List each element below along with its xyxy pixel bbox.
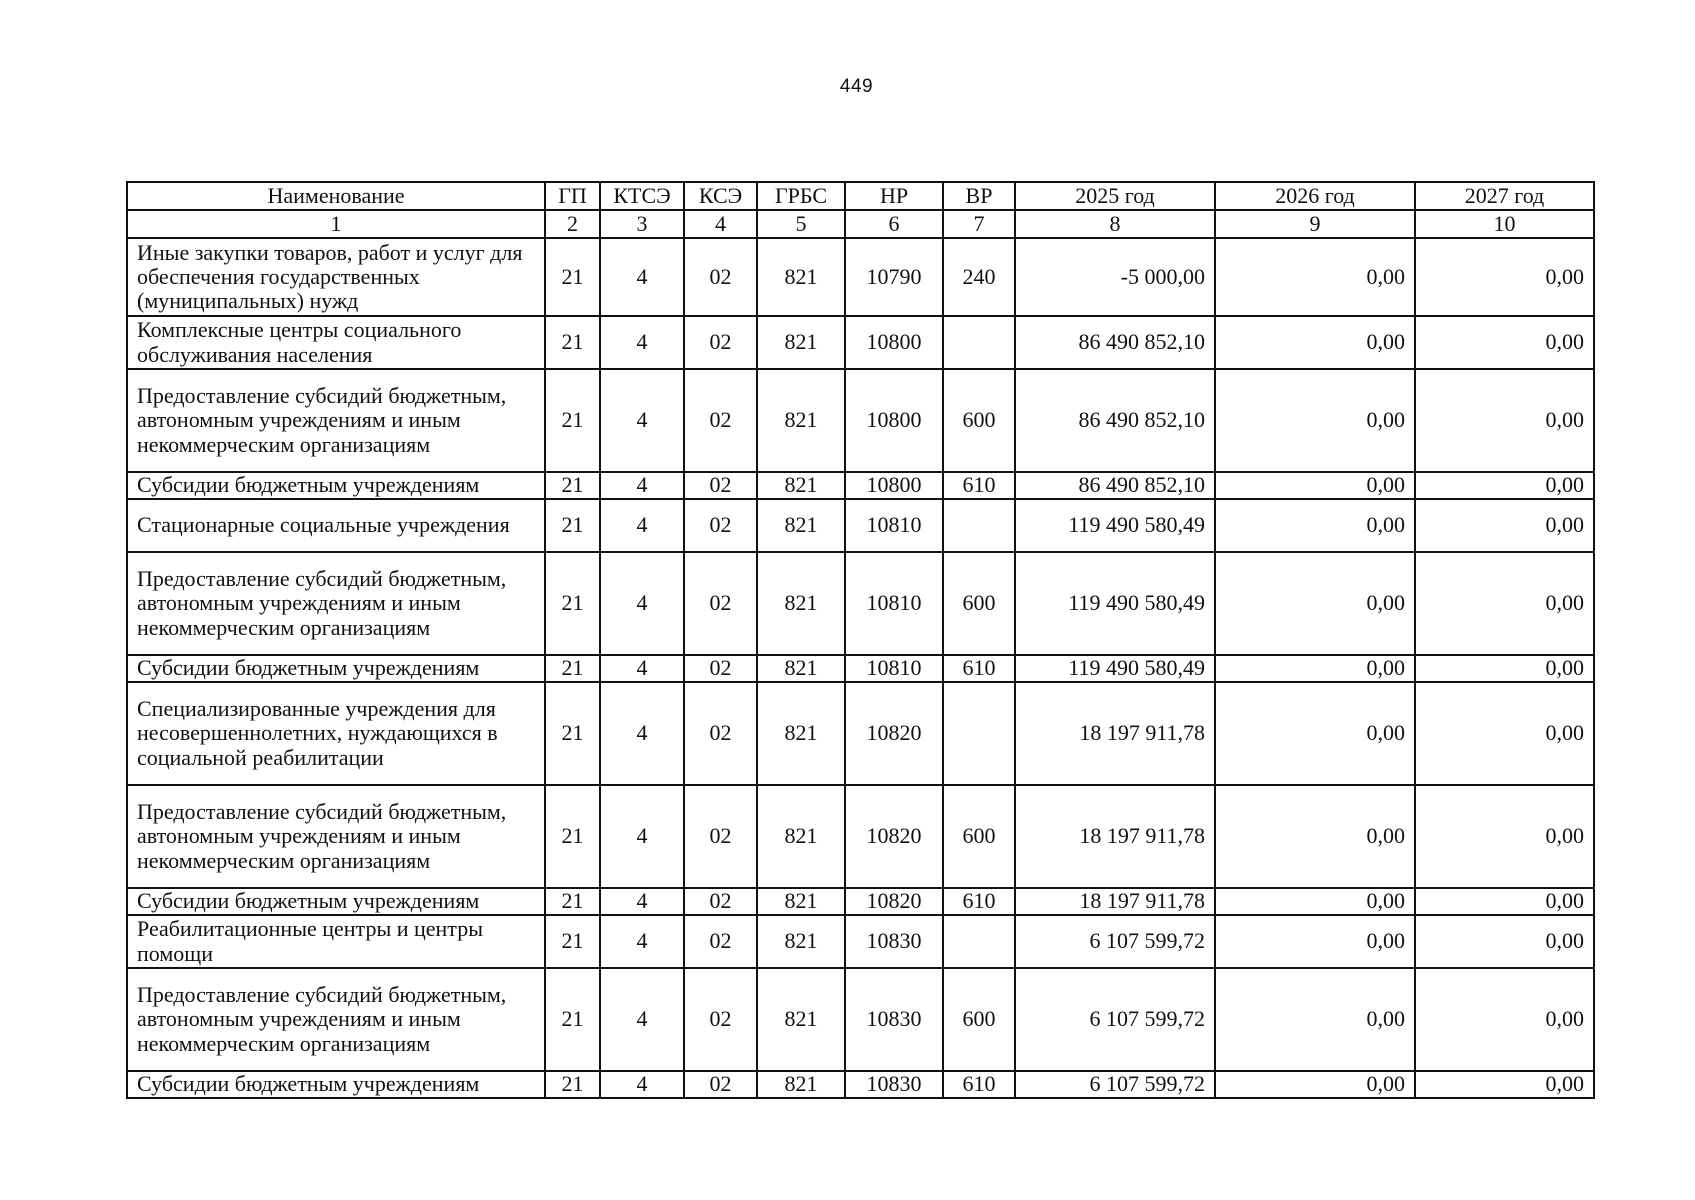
cell-kse: 02 (684, 968, 757, 1071)
header-gp: ГП (545, 182, 600, 210)
cell-vr (943, 915, 1015, 968)
cell-2027: 0,00 (1415, 915, 1594, 968)
table-row (127, 655, 1594, 682)
cell-grbs: 821 (757, 499, 845, 552)
cell-2025: 18 197 911,78 (1015, 888, 1215, 915)
cell-vr: 600 (943, 785, 1015, 888)
cell-ktse: 4 (600, 785, 684, 888)
cell-gp: 21 (545, 655, 600, 682)
cell-ktse: 4 (600, 316, 684, 369)
cell-kse: 02 (684, 552, 757, 655)
cell-2027: 0,00 (1415, 655, 1594, 682)
cell-gp: 21 (545, 238, 600, 316)
cell-gp: 21 (545, 316, 600, 369)
cell-nr: 10810 (845, 655, 943, 682)
cell-grbs: 821 (757, 316, 845, 369)
cell-ktse: 4 (600, 655, 684, 682)
cell-2027: 0,00 (1415, 369, 1594, 472)
cell-gp: 21 (545, 968, 600, 1071)
cell-2026: 0,00 (1215, 1071, 1415, 1098)
cell-2027: 0,00 (1415, 888, 1594, 915)
header-name: Наименование (127, 182, 545, 210)
cell-kse: 02 (684, 682, 757, 785)
cell-nr: 10800 (845, 472, 943, 499)
cell-kse: 02 (684, 499, 757, 552)
cell-name: Предоставление субсидий бюджетным, автономным учреждениям и иным некоммерческим организациям (127, 369, 545, 472)
cell-gp: 21 (545, 1071, 600, 1098)
column-number: 5 (757, 210, 845, 238)
cell-2026: 0,00 (1215, 682, 1415, 785)
cell-2026: 0,00 (1215, 499, 1415, 552)
cell-name: Субсидии бюджетным учреждениям (127, 472, 545, 499)
cell-nr: 10800 (845, 316, 943, 369)
cell-gp: 21 (545, 472, 600, 499)
cell-vr: 610 (943, 1071, 1015, 1098)
cell-gp: 21 (545, 369, 600, 472)
cell-kse: 02 (684, 472, 757, 499)
cell-nr: 10820 (845, 888, 943, 915)
cell-nr: 10810 (845, 499, 943, 552)
cell-grbs: 821 (757, 968, 845, 1071)
cell-grbs: 821 (757, 655, 845, 682)
cell-2026: 0,00 (1215, 655, 1415, 682)
cell-grbs: 821 (757, 1071, 845, 1098)
table-row (127, 316, 1594, 369)
header-kse: КСЭ (684, 182, 757, 210)
cell-kse: 02 (684, 369, 757, 472)
cell-2025: 6 107 599,72 (1015, 1071, 1215, 1098)
cell-nr: 10830 (845, 915, 943, 968)
cell-2026: 0,00 (1215, 915, 1415, 968)
cell-grbs: 821 (757, 238, 845, 316)
page-number: 449 (839, 76, 874, 97)
column-number: 4 (684, 210, 757, 238)
table-row (127, 472, 1594, 499)
cell-2026: 0,00 (1215, 472, 1415, 499)
cell-vr: 600 (943, 369, 1015, 472)
table-row (127, 682, 1594, 785)
cell-nr: 10800 (845, 369, 943, 472)
header-2025: 2025 год (1015, 182, 1215, 210)
cell-vr: 600 (943, 968, 1015, 1071)
cell-name: Предоставление субсидий бюджетным, автономным учреждениям и иным некоммерческим организациям (127, 968, 545, 1071)
cell-2025: 119 490 580,49 (1015, 499, 1215, 552)
cell-name: Специализированные учреждения для несовершеннолетних, нуждающихся в социальной реабилитации (127, 682, 545, 785)
cell-ktse: 4 (600, 915, 684, 968)
cell-ktse: 4 (600, 552, 684, 655)
cell-ktse: 4 (600, 682, 684, 785)
cell-grbs: 821 (757, 682, 845, 785)
column-number: 7 (943, 210, 1015, 238)
cell-vr: 240 (943, 238, 1015, 316)
cell-nr: 10810 (845, 552, 943, 655)
cell-2026: 0,00 (1215, 369, 1415, 472)
cell-ktse: 4 (600, 1071, 684, 1098)
cell-nr: 10820 (845, 682, 943, 785)
cell-ktse: 4 (600, 238, 684, 316)
cell-ktse: 4 (600, 888, 684, 915)
column-number: 1 (127, 210, 545, 238)
cell-grbs: 821 (757, 472, 845, 499)
cell-2026: 0,00 (1215, 888, 1415, 915)
cell-vr: 610 (943, 655, 1015, 682)
cell-ktse: 4 (600, 968, 684, 1071)
cell-2026: 0,00 (1215, 316, 1415, 369)
cell-nr: 10820 (845, 785, 943, 888)
column-number: 2 (545, 210, 600, 238)
header-grbs: ГРБС (757, 182, 845, 210)
cell-nr: 10790 (845, 238, 943, 316)
cell-kse: 02 (684, 655, 757, 682)
cell-vr: 610 (943, 472, 1015, 499)
cell-ktse: 4 (600, 369, 684, 472)
table-row (127, 238, 1594, 316)
table-row (127, 1071, 1594, 1098)
cell-2025: 18 197 911,78 (1015, 785, 1215, 888)
cell-name: Предоставление субсидий бюджетным, автономным учреждениям и иным некоммерческим организациям (127, 552, 545, 655)
cell-vr (943, 682, 1015, 785)
cell-2027: 0,00 (1415, 472, 1594, 499)
cell-kse: 02 (684, 915, 757, 968)
cell-gp: 21 (545, 888, 600, 915)
cell-kse: 02 (684, 1071, 757, 1098)
cell-grbs: 821 (757, 785, 845, 888)
cell-name: Комплексные центры социального обслуживания населения (127, 316, 545, 369)
cell-2026: 0,00 (1215, 552, 1415, 655)
cell-grbs: 821 (757, 915, 845, 968)
column-number: 9 (1215, 210, 1415, 238)
cell-2025: 86 490 852,10 (1015, 472, 1215, 499)
cell-gp: 21 (545, 682, 600, 785)
cell-2025: 86 490 852,10 (1015, 369, 1215, 472)
cell-2027: 0,00 (1415, 785, 1594, 888)
table-row (127, 915, 1594, 968)
cell-name: Реабилитационные центры и центры помощи (127, 915, 545, 968)
header-nr: НР (845, 182, 943, 210)
table-row (127, 369, 1594, 472)
cell-kse: 02 (684, 316, 757, 369)
cell-2027: 0,00 (1415, 238, 1594, 316)
cell-grbs: 821 (757, 888, 845, 915)
cell-2027: 0,00 (1415, 1071, 1594, 1098)
cell-name: Субсидии бюджетным учреждениям (127, 655, 545, 682)
cell-name: Стационарные социальные учреждения (127, 499, 545, 552)
cell-name: Иные закупки товаров, работ и услуг для обеспечения государственных (муниципальных) нужд (127, 238, 545, 316)
column-number: 3 (600, 210, 684, 238)
cell-2026: 0,00 (1215, 785, 1415, 888)
cell-kse: 02 (684, 238, 757, 316)
cell-gp: 21 (545, 785, 600, 888)
cell-grbs: 821 (757, 552, 845, 655)
cell-nr: 10830 (845, 1071, 943, 1098)
cell-2027: 0,00 (1415, 968, 1594, 1071)
cell-2027: 0,00 (1415, 316, 1594, 369)
cell-gp: 21 (545, 915, 600, 968)
cell-kse: 02 (684, 888, 757, 915)
cell-gp: 21 (545, 499, 600, 552)
cell-2025: 86 490 852,10 (1015, 316, 1215, 369)
header-ktse: КТСЭ (600, 182, 684, 210)
table-body (127, 238, 1594, 1098)
cell-2025: -5 000,00 (1015, 238, 1215, 316)
header-row (127, 182, 1594, 210)
cell-kse: 02 (684, 785, 757, 888)
table-row (127, 785, 1594, 888)
cell-2026: 0,00 (1215, 238, 1415, 316)
cell-name: Субсидии бюджетным учреждениям (127, 1071, 545, 1098)
cell-2025: 6 107 599,72 (1015, 915, 1215, 968)
cell-2025: 18 197 911,78 (1015, 682, 1215, 785)
cell-2027: 0,00 (1415, 499, 1594, 552)
cell-grbs: 821 (757, 369, 845, 472)
cell-nr: 10830 (845, 968, 943, 1071)
column-number: 6 (845, 210, 943, 238)
header-2026: 2026 год (1215, 182, 1415, 210)
cell-vr (943, 499, 1015, 552)
cell-vr (943, 316, 1015, 369)
column-number: 10 (1415, 210, 1594, 238)
cell-2026: 0,00 (1215, 968, 1415, 1071)
cell-ktse: 4 (600, 472, 684, 499)
cell-2027: 0,00 (1415, 552, 1594, 655)
cell-name: Субсидии бюджетным учреждениям (127, 888, 545, 915)
cell-gp: 21 (545, 552, 600, 655)
cell-vr: 610 (943, 888, 1015, 915)
cell-name: Предоставление субсидий бюджетным, автономным учреждениям и иным некоммерческим организациям (127, 785, 545, 888)
table-row (127, 499, 1594, 552)
header-vr: ВР (943, 182, 1015, 210)
cell-vr: 600 (943, 552, 1015, 655)
column-number-row (127, 210, 1594, 238)
cell-2027: 0,00 (1415, 682, 1594, 785)
cell-2025: 119 490 580,49 (1015, 552, 1215, 655)
cell-2025: 6 107 599,72 (1015, 968, 1215, 1071)
table-row (127, 552, 1594, 655)
column-number: 8 (1015, 210, 1215, 238)
cell-ktse: 4 (600, 499, 684, 552)
table-row (127, 968, 1594, 1071)
budget-table (126, 181, 1595, 1099)
cell-2025: 119 490 580,49 (1015, 655, 1215, 682)
table-row (127, 888, 1594, 915)
header-2027: 2027 год (1415, 182, 1594, 210)
